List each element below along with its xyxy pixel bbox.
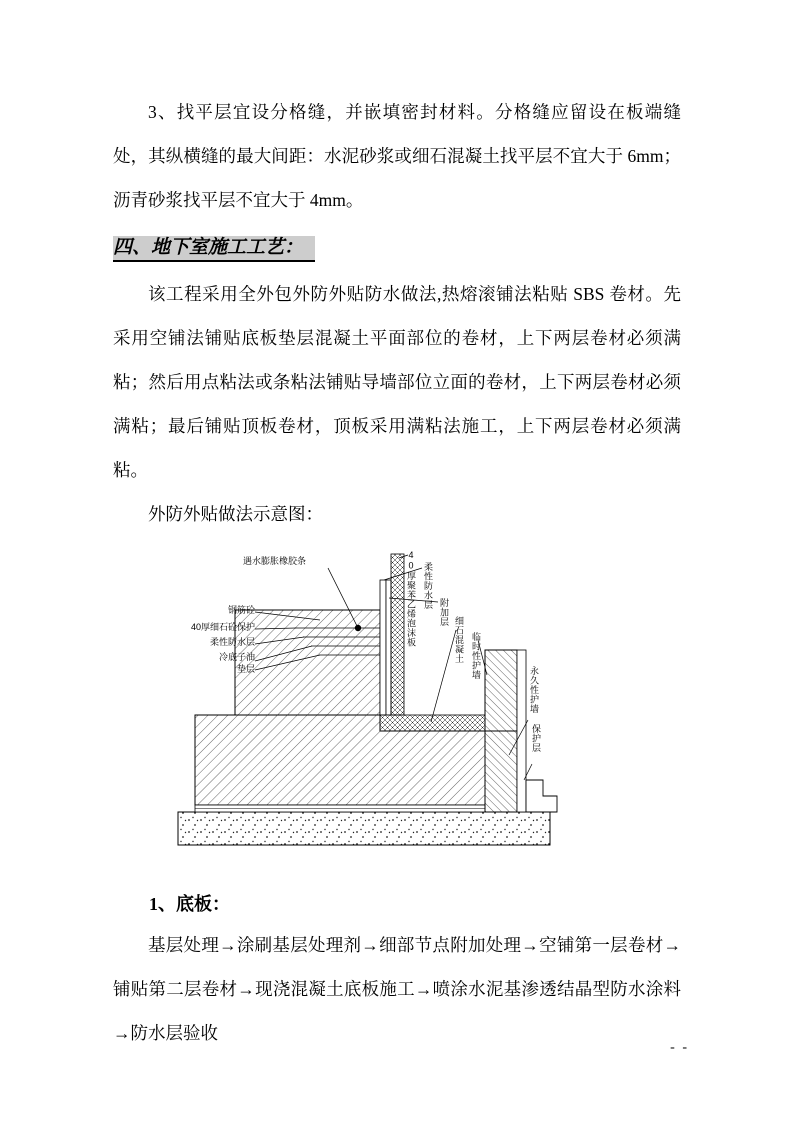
wall-membrane-strip	[380, 580, 386, 715]
detail-diagram	[175, 540, 575, 875]
label-temporary-wall: 临时性护墙	[471, 632, 481, 680]
page-number: - -	[670, 1040, 689, 1055]
label-permanent-wall: 永久性护墙	[529, 666, 539, 714]
label-cold-primer: 冷底子油	[218, 652, 255, 662]
heading-basement-highlight: 四、地下室施工工艺：	[113, 236, 315, 262]
label-protective-coating: 保护层	[531, 724, 541, 753]
label-protection-screed: 40厚细石砼保护	[190, 622, 255, 632]
diagram-drawing	[175, 540, 575, 875]
label-additional-layer: 附加层	[439, 598, 449, 627]
paragraph-leveling-layer: 3、找平层宜设分格缝，并嵌填密封材料。分格缝应留设在板端缝处，其纵横缝的最大间距：水泥砂浆或细石混凝土找平层不宜大于 6mm；沥青砂浆找平层不宜大于 4mm。	[113, 102, 681, 210]
step-shape	[526, 780, 557, 812]
label-polystyrene-board: 40厚聚苯乙烯泡沫板	[406, 550, 416, 647]
label-cushion: 垫层	[236, 664, 255, 674]
paragraph-baseplate-process: 基层处理→涂刷基层处理剂→细部节点附加处理→空铺第一层卷材→铺贴第二层卷材→现浇混凝土底板施工→喷涂水泥基渗透结晶型防水涂料→防水层验收	[113, 935, 681, 1043]
label-waterstop-strip: 遇水膨胀橡胶条	[243, 556, 307, 566]
label-flexible-membrane-right: 柔性防水层	[423, 562, 433, 610]
protective-coating-shape	[517, 650, 526, 812]
heading-basement-process	[113, 232, 681, 264]
heading-baseplate: 1、底板：	[149, 894, 230, 914]
paragraph-waterproofing-method: 该工程采用全外包外防外贴防水做法,热熔滚铺法粘贴 SBS 卷材。先采用空铺法铺贴底板垫层混凝土平面部位的卷材，上下两层卷材必须满粘；然后用点粘法或条粘法铺贴导墙部位立面的卷材，上下两层卷材必须满粘；最后铺贴顶板卷材，顶板采用满粘法施工，上下两层卷材必须满粘。	[113, 284, 681, 480]
foam-board-shape	[391, 554, 404, 715]
cushion-layer-shape	[178, 812, 550, 845]
waterstop-dot	[355, 625, 361, 631]
label-reinforced-concrete: 钢筋砼	[227, 605, 255, 615]
temporary-protective-wall-shape	[485, 650, 517, 731]
wall-additional-layer-strip	[386, 580, 391, 715]
permanent-protective-wall-shape	[485, 731, 517, 812]
label-fine-concrete: 细石混凝土	[454, 616, 464, 664]
diagram-caption: 外防外贴做法示意图：	[148, 504, 323, 524]
label-flexible-membrane-left: 柔性防水层	[209, 637, 255, 647]
